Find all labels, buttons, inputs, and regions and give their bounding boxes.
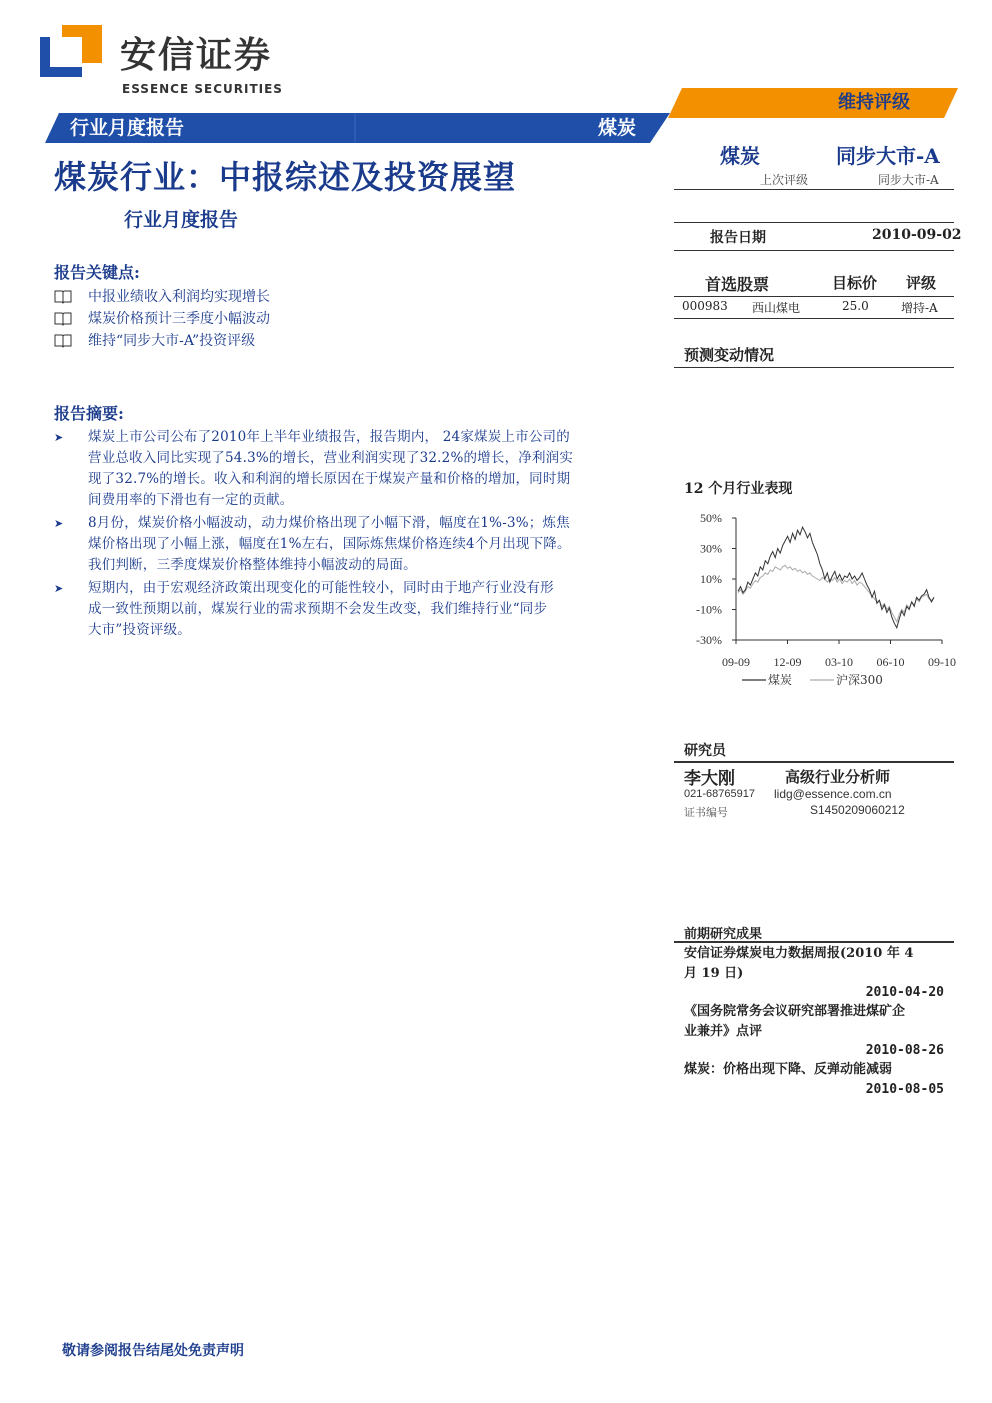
prior-item-title-line: 业兼并》点评 (684, 1023, 763, 1039)
bullet-arrow-icon: ➤ (54, 517, 64, 530)
prior-research-heading: 前期研究成果 (684, 927, 763, 942)
bullet-arrow-icon: ➤ (54, 582, 64, 595)
brand-name-english: ESSENCE SECURITIES (122, 82, 283, 96)
chart-x-tick-label: 09-09 (722, 655, 750, 669)
sidebar-rating: 同步大市-A (836, 144, 940, 168)
summary-paragraph-1 (88, 427, 663, 511)
summary-line: 我们判断，三季度煤炭价格整体维持小幅波动的局面。 (88, 557, 417, 573)
performance-chart (680, 506, 956, 688)
divider (674, 761, 954, 763)
chart-x-tick-label: 12-09 (773, 655, 802, 669)
summary-line: 大市”投资评级。 (88, 622, 192, 638)
prior-item-date: 2010-08-26 (865, 1043, 944, 1058)
divider (674, 222, 954, 223)
analyst-phone: 021-68765917 (684, 788, 755, 800)
chart-series-line (738, 527, 934, 628)
key-point-item (54, 331, 255, 351)
stock-name: 西山煤电 (752, 301, 801, 315)
summary-line: 8月份，煤炭价格小幅波动，动力煤价格出现了小幅下滑，幅度在1%-3%；炼焦 (88, 515, 570, 531)
brand-name: 安信证券 (120, 35, 273, 76)
book-icon (54, 311, 72, 325)
chart-y-tick-label: 10% (700, 572, 722, 586)
summary-paragraph-2 (88, 513, 663, 576)
prev-rating-value: 同步大市-A (878, 173, 939, 187)
report-title: 煤炭行业：中报综述及投资展望 (54, 158, 517, 196)
stocks-header-target: 目标价 (832, 274, 878, 292)
summary-line: 成一致性预期以前，煤炭行业的需求预期不会发生改变，我们维持行业“同步 (88, 601, 548, 617)
cert-label: 证书编号 (684, 806, 728, 819)
chart-x-tick-label: 06-10 (876, 655, 905, 669)
summary-line: 现了32.7%的增长。收入和利润的增长原因在于煤炭产量和价格的增加，同时期 (88, 471, 571, 487)
sidebar-industry: 煤炭 (720, 144, 760, 168)
key-points-heading: 报告关键点: (54, 263, 140, 282)
prior-item-1[interactable] (684, 944, 944, 1003)
key-point-text: 煤炭价格预计三季度小幅波动 (88, 311, 270, 327)
disclaimer-note: 敬请参阅报告结尾处免责声明 (62, 1343, 244, 1359)
cert-number: S1450209060212 (810, 803, 905, 817)
stocks-header-stock: 首选股票 (705, 275, 770, 294)
stocks-header-rating: 评级 (906, 274, 937, 292)
prior-item-title-line: 《国务院常务会议研究部署推进煤矿企 (684, 1004, 906, 1019)
report-date-label: 报告日期 (710, 230, 766, 246)
prior-item-date: 2010-08-05 (865, 1081, 944, 1097)
prior-item-date: 2010-04-20 (865, 985, 944, 1000)
summary-line: 间费用率的下滑也有一定的贡献。 (88, 492, 294, 508)
rating-tag-label: 维持评级 (838, 92, 910, 113)
analyst-heading: 研究员 (684, 743, 726, 759)
banner-industry: 煤炭 (598, 117, 637, 139)
chart-y-tick-label: -30% (696, 633, 722, 647)
brand-logo-icon (40, 25, 102, 77)
summary-line: 营业总收入同比实现了54.3%的增长，营业利润实现了32.2%的增长，净利润实 (88, 450, 574, 466)
divider (674, 250, 954, 251)
bullet-arrow-icon: ➤ (54, 431, 64, 444)
chart-x-tick-label: 03-10 (825, 655, 853, 669)
prior-item-title-line: 煤炭：价格出现下降、反弹动能减弱 (684, 1062, 893, 1077)
analyst-name: 李大刚 (684, 769, 735, 789)
chart-legend-label: 沪深300 (836, 673, 883, 687)
key-point-text: 维持“同步大市-A”投资评级 (88, 333, 256, 349)
chart-legend-label: 煤炭 (768, 673, 793, 687)
banner-report-type: 行业月度报告 (70, 117, 185, 139)
chart-y-tick-label: 30% (700, 541, 722, 556)
divider (674, 189, 954, 190)
prev-rating-label: 上次评级 (760, 173, 809, 187)
chart-y-tick-label: -10% (696, 602, 722, 617)
summary-paragraph-3 (88, 578, 663, 641)
prior-item-2[interactable] (684, 1002, 944, 1061)
book-icon (54, 289, 72, 303)
key-point-item (54, 287, 270, 307)
report-subtitle: 行业月度报告 (124, 209, 239, 231)
chart-y-tick-label: 50% (700, 511, 722, 525)
divider (674, 296, 954, 297)
divider (674, 367, 954, 368)
stock-code: 000983 (682, 299, 728, 313)
summary-line: 煤价格出现了小幅上涨，幅度在1%左右，国际炼焦煤价格连续4个月出现下降。 (88, 536, 571, 552)
divider (674, 318, 954, 319)
prior-item-title-line: 安信证券煤炭电力数据周报(2010 年 4 (684, 946, 914, 961)
stock-target: 25.0 (842, 299, 869, 313)
forecast-change-label: 预测变动情况 (684, 346, 775, 364)
summary-line: 短期内，由于宏观经济政策出现变化的可能性较小，同时由于地产行业没有形 (88, 580, 554, 596)
prior-item-title-line: 月 19 日) (684, 965, 744, 981)
chart-title: 12 个月行业表现 (684, 481, 793, 497)
analyst-email[interactable]: lidg@essence.com.cn (774, 787, 892, 801)
summary-heading: 报告摘要: (54, 404, 124, 423)
report-date: 2010-09-02 (872, 227, 962, 243)
prior-item-3[interactable] (684, 1060, 944, 1099)
stock-rating: 增持-A (901, 301, 938, 315)
key-point-text: 中报业绩收入利润均实现增长 (88, 289, 270, 305)
divider (674, 941, 954, 943)
book-icon (54, 333, 72, 347)
summary-line: 煤炭上市公司公布了2010年上半年业绩报告，报告期内， 24家煤炭上市公司的 (88, 429, 570, 445)
key-point-item (54, 309, 270, 329)
chart-x-tick-label: 09-10 (928, 655, 956, 669)
rating-tag-shape (668, 88, 958, 118)
analyst-title: 高级行业分析师 (785, 768, 891, 786)
